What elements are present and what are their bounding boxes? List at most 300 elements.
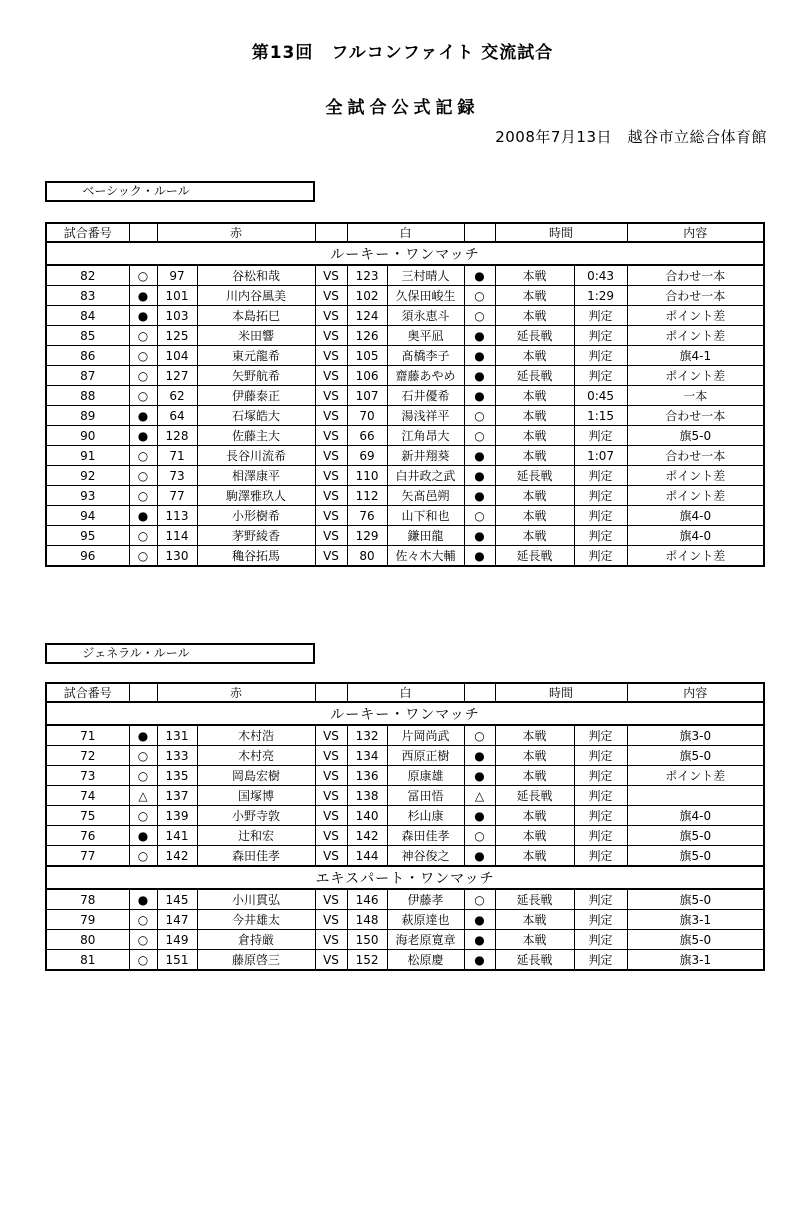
white-result-mark: ● (464, 766, 495, 786)
round-cell: 本戦 (495, 526, 574, 546)
match-row (46, 366, 764, 386)
match-row (46, 486, 764, 506)
white-name-cell: 白井政之武 (387, 466, 464, 486)
white-number-cell: 136 (347, 766, 387, 786)
white-name-cell: 片岡尚武 (387, 725, 464, 746)
match-row (46, 889, 764, 910)
content-cell: ポイント差 (627, 306, 764, 326)
vs-cell: VS (315, 826, 347, 846)
red-result-mark: ● (129, 426, 157, 446)
time-cell: 判定 (574, 306, 627, 326)
red-number-cell: 139 (157, 806, 197, 826)
white-result-mark: ● (464, 930, 495, 950)
white-number-cell: 80 (347, 546, 387, 567)
white-number-cell: 112 (347, 486, 387, 506)
white-name-cell: 佐々木大輔 (387, 546, 464, 567)
match-row (46, 546, 764, 567)
match-no-cell: 76 (46, 826, 129, 846)
col-header-white-mark (464, 683, 495, 702)
content-cell: 旗5-0 (627, 746, 764, 766)
white-number-cell: 152 (347, 950, 387, 971)
white-result-mark: ● (464, 466, 495, 486)
round-cell: 本戦 (495, 306, 574, 326)
col-header-white: 白 (347, 683, 464, 702)
round-cell: 延長戦 (495, 366, 574, 386)
white-result-mark: △ (464, 786, 495, 806)
match-no-cell: 83 (46, 286, 129, 306)
red-number-cell: 149 (157, 930, 197, 950)
red-result-mark: ○ (129, 806, 157, 826)
red-result-mark: ● (129, 826, 157, 846)
white-name-cell: 矢髙邑朔 (387, 486, 464, 506)
red-number-cell: 145 (157, 889, 197, 910)
match-table-basic (45, 222, 765, 567)
time-cell: 判定 (574, 786, 627, 806)
time-cell: 0:45 (574, 386, 627, 406)
white-name-cell: 冨田悟 (387, 786, 464, 806)
red-name-cell: 川内谷風美 (197, 286, 315, 306)
time-cell: 1:29 (574, 286, 627, 306)
time-cell: 1:07 (574, 446, 627, 466)
vs-cell: VS (315, 406, 347, 426)
col-header-red-mark (129, 683, 157, 702)
white-result-mark: ○ (464, 725, 495, 746)
white-name-cell: 杉山康 (387, 806, 464, 826)
red-number-cell: 62 (157, 386, 197, 406)
content-cell: 旗3-1 (627, 910, 764, 930)
red-result-mark: ● (129, 286, 157, 306)
col-header-match-no: 試合番号 (46, 223, 129, 242)
content-cell: ポイント差 (627, 766, 764, 786)
red-number-cell: 125 (157, 326, 197, 346)
red-number-cell: 135 (157, 766, 197, 786)
white-result-mark: ● (464, 546, 495, 567)
white-result-mark: ● (464, 910, 495, 930)
match-no-cell: 72 (46, 746, 129, 766)
content-cell: 旗4-0 (627, 806, 764, 826)
vs-cell: VS (315, 546, 347, 567)
round-cell: 本戦 (495, 725, 574, 746)
red-number-cell: 114 (157, 526, 197, 546)
white-result-mark: ● (464, 265, 495, 286)
match-row (46, 766, 764, 786)
red-result-mark: ○ (129, 546, 157, 567)
content-cell: 合わせ一本 (627, 446, 764, 466)
match-row (46, 446, 764, 466)
content-cell: 合わせ一本 (627, 286, 764, 306)
white-result-mark: ● (464, 386, 495, 406)
white-name-cell: 髙橋李子 (387, 346, 464, 366)
white-result-mark: ○ (464, 889, 495, 910)
white-number-cell: 69 (347, 446, 387, 466)
round-cell: 本戦 (495, 506, 574, 526)
round-cell: 延長戦 (495, 326, 574, 346)
content-cell: ポイント差 (627, 546, 764, 567)
match-row (46, 406, 764, 426)
content-cell: 旗3-0 (627, 725, 764, 746)
white-name-cell: 森田佳孝 (387, 826, 464, 846)
content-cell: 旗4-0 (627, 506, 764, 526)
red-result-mark: ● (129, 725, 157, 746)
col-header-vs (315, 223, 347, 242)
match-no-cell: 88 (46, 386, 129, 406)
red-number-cell: 127 (157, 366, 197, 386)
red-result-mark: ● (129, 506, 157, 526)
red-number-cell: 151 (157, 950, 197, 971)
red-name-cell: 佐藤主大 (197, 426, 315, 446)
vs-cell: VS (315, 286, 347, 306)
white-name-cell: 伊藤孝 (387, 889, 464, 910)
col-header-content: 内容 (627, 683, 764, 702)
match-table-general (45, 682, 765, 971)
white-result-mark: ● (464, 806, 495, 826)
red-result-mark: ● (129, 406, 157, 426)
red-result-mark: ○ (129, 265, 157, 286)
vs-cell: VS (315, 889, 347, 910)
round-cell: 延長戦 (495, 950, 574, 971)
match-no-cell: 86 (46, 346, 129, 366)
content-cell: ポイント差 (627, 326, 764, 346)
match-row (46, 910, 764, 930)
vs-cell: VS (315, 846, 347, 867)
red-number-cell: 64 (157, 406, 197, 426)
round-cell: 本戦 (495, 766, 574, 786)
white-result-mark: ○ (464, 426, 495, 446)
red-number-cell: 103 (157, 306, 197, 326)
match-row (46, 526, 764, 546)
match-no-cell: 84 (46, 306, 129, 326)
white-number-cell: 70 (347, 406, 387, 426)
white-result-mark: ● (464, 446, 495, 466)
white-number-cell: 140 (347, 806, 387, 826)
time-cell: 判定 (574, 826, 627, 846)
match-no-cell: 93 (46, 486, 129, 506)
match-row (46, 806, 764, 826)
content-cell: 旗3-1 (627, 950, 764, 971)
match-no-cell: 85 (46, 326, 129, 346)
white-number-cell: 134 (347, 746, 387, 766)
round-cell: 延長戦 (495, 546, 574, 567)
white-name-cell: 三村晴人 (387, 265, 464, 286)
red-name-cell: 駒澤雅玖人 (197, 486, 315, 506)
section-title-row (46, 242, 764, 265)
white-result-mark: ● (464, 526, 495, 546)
white-number-cell: 66 (347, 426, 387, 446)
match-no-cell: 74 (46, 786, 129, 806)
red-name-cell: 岡島宏樹 (197, 766, 315, 786)
col-header-time: 時間 (495, 223, 627, 242)
red-number-cell: 104 (157, 346, 197, 366)
round-cell: 本戦 (495, 826, 574, 846)
white-number-cell: 129 (347, 526, 387, 546)
match-no-cell: 77 (46, 846, 129, 867)
white-name-cell: 山下和也 (387, 506, 464, 526)
red-name-cell: 相澤康平 (197, 466, 315, 486)
red-number-cell: 133 (157, 746, 197, 766)
red-number-cell: 128 (157, 426, 197, 446)
content-cell: 一本 (627, 386, 764, 406)
match-no-cell: 90 (46, 426, 129, 446)
match-row (46, 786, 764, 806)
vs-cell: VS (315, 930, 347, 950)
match-no-cell: 82 (46, 265, 129, 286)
round-cell: 延長戦 (495, 786, 574, 806)
match-no-cell: 81 (46, 950, 129, 971)
white-name-cell: 鎌田龍 (387, 526, 464, 546)
content-cell: 合わせ一本 (627, 406, 764, 426)
white-name-cell: 久保田峻生 (387, 286, 464, 306)
red-name-cell: 茅野綾香 (197, 526, 315, 546)
round-cell: 本戦 (495, 386, 574, 406)
col-header-content: 内容 (627, 223, 764, 242)
match-row (46, 426, 764, 446)
red-number-cell: 131 (157, 725, 197, 746)
red-number-cell: 113 (157, 506, 197, 526)
match-no-cell: 80 (46, 930, 129, 950)
red-result-mark: ○ (129, 846, 157, 867)
vs-cell: VS (315, 326, 347, 346)
match-no-cell: 95 (46, 526, 129, 546)
white-number-cell: 76 (347, 506, 387, 526)
white-number-cell: 105 (347, 346, 387, 366)
white-result-mark: ● (464, 746, 495, 766)
col-header-vs (315, 683, 347, 702)
match-no-cell: 78 (46, 889, 129, 910)
round-cell: 本戦 (495, 286, 574, 306)
white-name-cell: 萩原達也 (387, 910, 464, 930)
time-cell: 1:15 (574, 406, 627, 426)
white-name-cell: 須永恵斗 (387, 306, 464, 326)
red-name-cell: 矢野航希 (197, 366, 315, 386)
section-title: ルーキー・ワンマッチ (46, 242, 764, 265)
round-cell: 本戦 (495, 446, 574, 466)
vs-cell: VS (315, 306, 347, 326)
round-cell: 本戦 (495, 910, 574, 930)
vs-cell: VS (315, 346, 347, 366)
match-row (46, 306, 764, 326)
round-cell: 本戦 (495, 265, 574, 286)
red-number-cell: 142 (157, 846, 197, 867)
date-venue: 2008年7月13日 越谷市立総合体育館 (495, 128, 767, 146)
red-result-mark: △ (129, 786, 157, 806)
match-row (46, 346, 764, 366)
time-cell: 判定 (574, 846, 627, 867)
round-cell: 延長戦 (495, 889, 574, 910)
white-name-cell: 原康雄 (387, 766, 464, 786)
time-cell: 判定 (574, 426, 627, 446)
vs-cell: VS (315, 950, 347, 971)
white-result-mark: ○ (464, 286, 495, 306)
col-header-white: 白 (347, 223, 464, 242)
match-row (46, 466, 764, 486)
white-result-mark: ● (464, 326, 495, 346)
content-cell: 旗5-0 (627, 889, 764, 910)
time-cell: 判定 (574, 889, 627, 910)
rule-label-general: ジェネラル・ルール (45, 643, 315, 664)
time-cell: 0:43 (574, 265, 627, 286)
vs-cell: VS (315, 725, 347, 746)
red-number-cell: 97 (157, 265, 197, 286)
white-number-cell: 110 (347, 466, 387, 486)
content-cell: 旗4-0 (627, 526, 764, 546)
content-cell: ポイント差 (627, 366, 764, 386)
red-number-cell: 130 (157, 546, 197, 567)
match-row (46, 725, 764, 746)
section-title-row (46, 702, 764, 725)
table-header-row (46, 223, 764, 242)
red-result-mark: ○ (129, 446, 157, 466)
vs-cell: VS (315, 386, 347, 406)
match-row (46, 846, 764, 867)
content-cell: 旗5-0 (627, 930, 764, 950)
page-title: 第13回 フルコンファイト 交流試合 (251, 43, 554, 63)
vs-cell: VS (315, 786, 347, 806)
match-row (46, 265, 764, 286)
red-name-cell: 国塚博 (197, 786, 315, 806)
time-cell: 判定 (574, 910, 627, 930)
red-result-mark: ○ (129, 950, 157, 971)
white-result-mark: ○ (464, 406, 495, 426)
match-no-cell: 87 (46, 366, 129, 386)
match-no-cell: 94 (46, 506, 129, 526)
red-name-cell: 今井雄太 (197, 910, 315, 930)
red-result-mark: ○ (129, 526, 157, 546)
white-number-cell: 144 (347, 846, 387, 867)
red-number-cell: 141 (157, 826, 197, 846)
round-cell: 本戦 (495, 346, 574, 366)
col-header-red-mark (129, 223, 157, 242)
match-row (46, 826, 764, 846)
content-cell: 旗5-0 (627, 846, 764, 867)
round-cell: 延長戦 (495, 466, 574, 486)
content-cell: 旗5-0 (627, 426, 764, 446)
vs-cell: VS (315, 486, 347, 506)
red-result-mark: ○ (129, 930, 157, 950)
content-cell: 合わせ一本 (627, 265, 764, 286)
red-number-cell: 101 (157, 286, 197, 306)
vs-cell: VS (315, 910, 347, 930)
vs-cell: VS (315, 746, 347, 766)
match-no-cell: 92 (46, 466, 129, 486)
time-cell: 判定 (574, 366, 627, 386)
rule-label-basic: ベーシック・ルール (45, 181, 315, 202)
red-name-cell: 東元龍希 (197, 346, 315, 366)
match-no-cell: 71 (46, 725, 129, 746)
match-row (46, 950, 764, 971)
red-name-cell: 本島拓巳 (197, 306, 315, 326)
round-cell: 本戦 (495, 426, 574, 446)
time-cell: 判定 (574, 486, 627, 506)
round-cell: 本戦 (495, 746, 574, 766)
white-name-cell: 西原正樹 (387, 746, 464, 766)
white-name-cell: 奥平凪 (387, 326, 464, 346)
red-name-cell: 辻和宏 (197, 826, 315, 846)
time-cell: 判定 (574, 950, 627, 971)
vs-cell: VS (315, 426, 347, 446)
red-name-cell: 木村浩 (197, 725, 315, 746)
time-cell: 判定 (574, 930, 627, 950)
red-name-cell: 木村亮 (197, 746, 315, 766)
white-result-mark: ● (464, 950, 495, 971)
content-cell: 旗5-0 (627, 826, 764, 846)
red-result-mark: ● (129, 306, 157, 326)
white-result-mark: ○ (464, 506, 495, 526)
round-cell: 本戦 (495, 930, 574, 950)
vs-cell: VS (315, 526, 347, 546)
white-name-cell: 新井翔葵 (387, 446, 464, 466)
match-no-cell: 89 (46, 406, 129, 426)
match-no-cell: 79 (46, 910, 129, 930)
content-cell: 旗4-1 (627, 346, 764, 366)
white-number-cell: 106 (347, 366, 387, 386)
white-result-mark: ○ (464, 306, 495, 326)
white-number-cell: 138 (347, 786, 387, 806)
white-number-cell: 132 (347, 725, 387, 746)
col-header-time: 時間 (495, 683, 627, 702)
col-header-red: 赤 (157, 223, 315, 242)
red-result-mark: ○ (129, 326, 157, 346)
white-number-cell: 102 (347, 286, 387, 306)
white-number-cell: 142 (347, 826, 387, 846)
time-cell: 判定 (574, 466, 627, 486)
content-cell: ポイント差 (627, 466, 764, 486)
vs-cell: VS (315, 506, 347, 526)
match-row (46, 506, 764, 526)
red-name-cell: 倉持厳 (197, 930, 315, 950)
time-cell: 判定 (574, 346, 627, 366)
section-title: エキスパート・ワンマッチ (46, 866, 764, 889)
red-name-cell: 小形樹希 (197, 506, 315, 526)
red-result-mark: ○ (129, 346, 157, 366)
content-cell (627, 786, 764, 806)
time-cell: 判定 (574, 546, 627, 567)
white-number-cell: 107 (347, 386, 387, 406)
red-name-cell: 藤原啓三 (197, 950, 315, 971)
round-cell: 本戦 (495, 406, 574, 426)
white-name-cell: 松原慶 (387, 950, 464, 971)
red-number-cell: 71 (157, 446, 197, 466)
vs-cell: VS (315, 466, 347, 486)
red-name-cell: 石塚皓大 (197, 406, 315, 426)
round-cell: 本戦 (495, 846, 574, 867)
red-result-mark: ○ (129, 486, 157, 506)
white-name-cell: 江角昂大 (387, 426, 464, 446)
time-cell: 判定 (574, 766, 627, 786)
white-result-mark: ○ (464, 826, 495, 846)
red-result-mark: ○ (129, 910, 157, 930)
match-no-cell: 75 (46, 806, 129, 826)
red-name-cell: 長谷川流希 (197, 446, 315, 466)
col-header-white-mark (464, 223, 495, 242)
white-name-cell: 海老原寛章 (387, 930, 464, 950)
white-name-cell: 湯浅祥平 (387, 406, 464, 426)
white-number-cell: 146 (347, 889, 387, 910)
red-number-cell: 147 (157, 910, 197, 930)
red-result-mark: ● (129, 889, 157, 910)
time-cell: 判定 (574, 326, 627, 346)
red-result-mark: ○ (129, 766, 157, 786)
col-header-red: 赤 (157, 683, 315, 702)
match-row (46, 746, 764, 766)
red-number-cell: 77 (157, 486, 197, 506)
white-number-cell: 150 (347, 930, 387, 950)
white-name-cell: 齋藤あやめ (387, 366, 464, 386)
col-header-match-no: 試合番号 (46, 683, 129, 702)
white-result-mark: ● (464, 846, 495, 867)
red-name-cell: 小川貫弘 (197, 889, 315, 910)
section-title: ルーキー・ワンマッチ (46, 702, 764, 725)
white-number-cell: 123 (347, 265, 387, 286)
